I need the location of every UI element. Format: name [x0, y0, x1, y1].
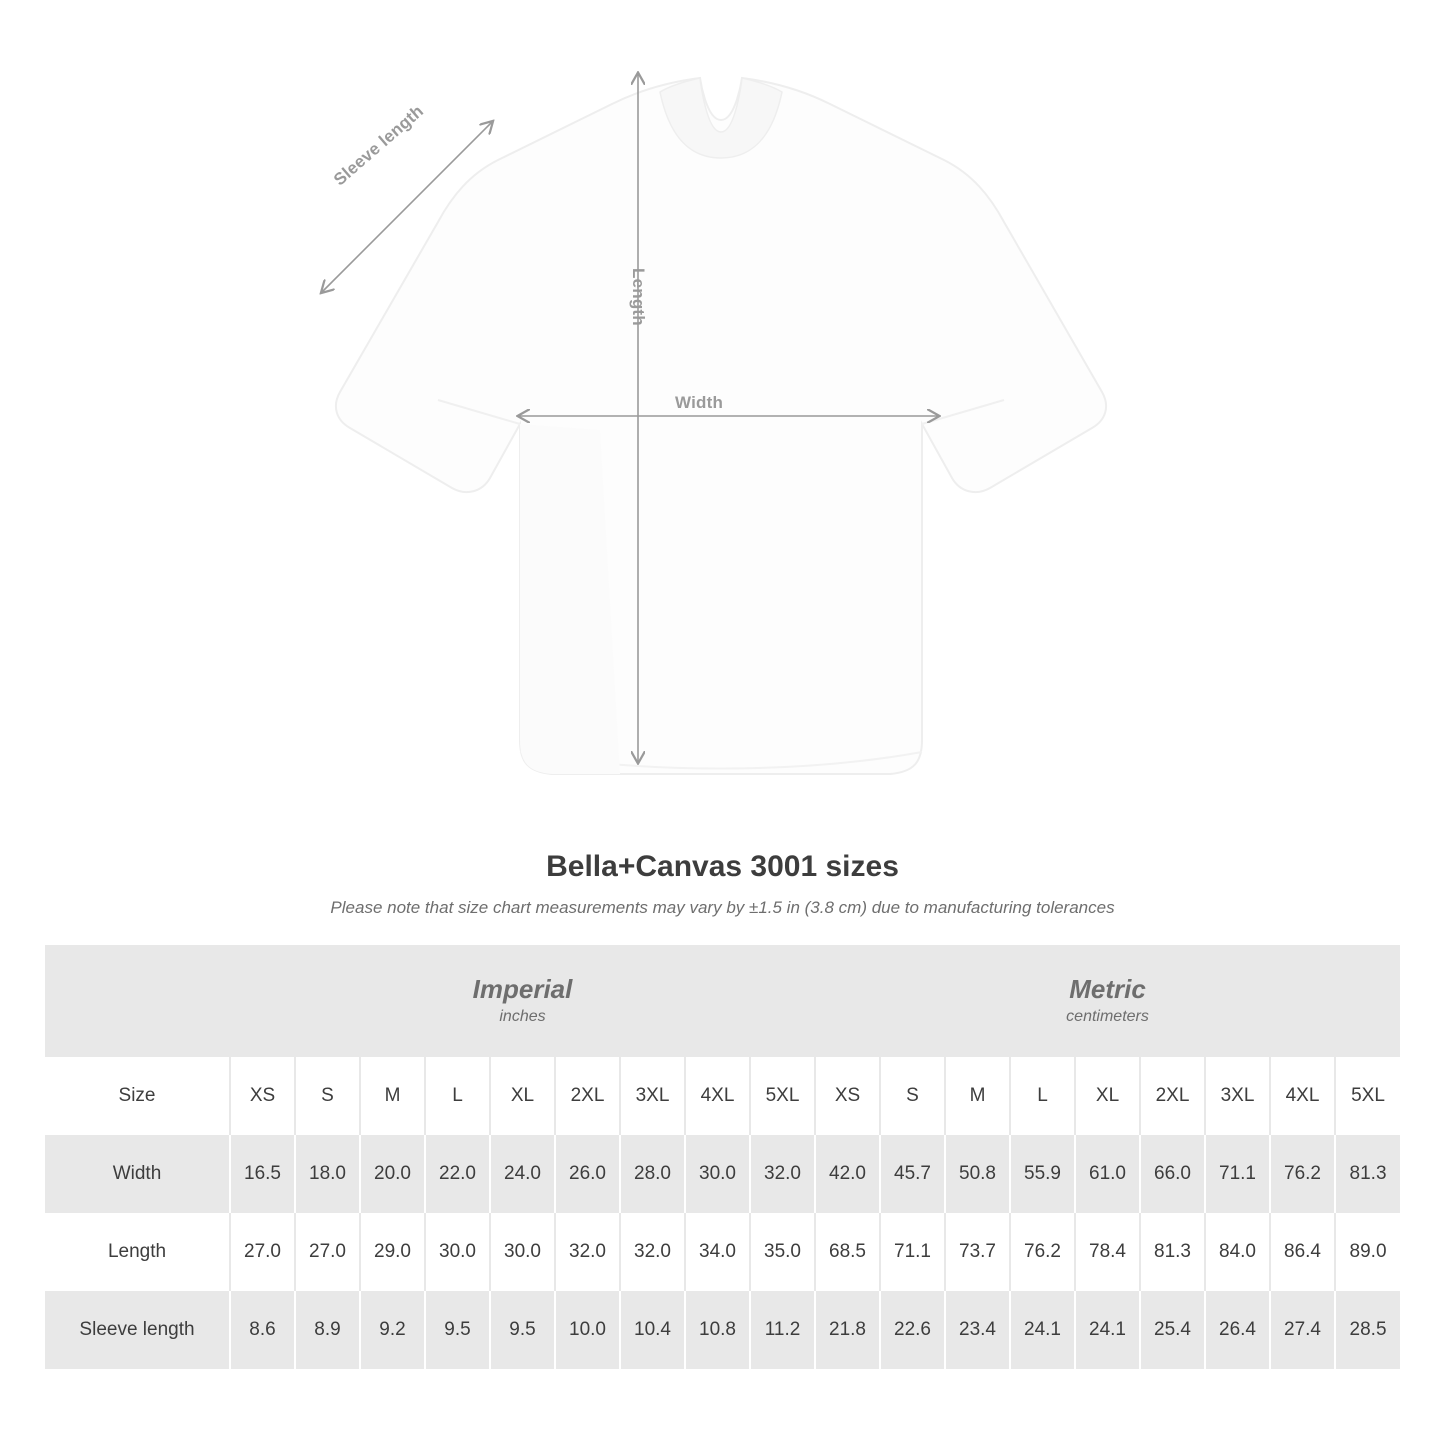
cell-sleeve-metric-4xl: 27.4 — [1270, 1291, 1335, 1369]
cell-length-metric-l: 76.2 — [1010, 1213, 1075, 1291]
size-header-metric-xl: XL — [1075, 1057, 1140, 1135]
size-header-imperial-s: S — [295, 1057, 360, 1135]
size-header-imperial-4xl: 4XL — [685, 1057, 750, 1135]
cell-sleeve-metric-l: 24.1 — [1010, 1291, 1075, 1369]
cell-sleeve-metric-s: 22.6 — [880, 1291, 945, 1369]
cell-width-imperial-3xl: 28.0 — [620, 1135, 685, 1213]
cell-length-imperial-m: 29.0 — [360, 1213, 425, 1291]
cell-width-imperial-xs: 16.5 — [230, 1135, 295, 1213]
system-unit-imperial: inches — [499, 1008, 546, 1026]
cell-length-metric-3xl: 84.0 — [1205, 1213, 1270, 1291]
cell-width-imperial-4xl: 30.0 — [685, 1135, 750, 1213]
cell-length-metric-2xl: 81.3 — [1140, 1213, 1205, 1291]
size-row-header: Size — [45, 1057, 230, 1135]
cell-length-metric-xs: 68.5 — [815, 1213, 880, 1291]
cell-length-imperial-s: 27.0 — [295, 1213, 360, 1291]
cell-sleeve-imperial-s: 8.9 — [295, 1291, 360, 1369]
row-label-sleeve-length: Sleeve length — [45, 1291, 230, 1369]
cell-length-imperial-2xl: 32.0 — [555, 1213, 620, 1291]
cell-width-imperial-xl: 24.0 — [490, 1135, 555, 1213]
cell-sleeve-imperial-5xl: 11.2 — [750, 1291, 815, 1369]
table-system-header-row — [45, 945, 1400, 1057]
system-unit-metric: centimeters — [1066, 1008, 1149, 1026]
system-header-spacer — [45, 945, 230, 1057]
size-header-metric-l: L — [1010, 1057, 1075, 1135]
cell-sleeve-metric-xs: 21.8 — [815, 1291, 880, 1369]
title-block — [0, 850, 1445, 918]
table-row — [45, 1291, 1400, 1369]
cell-sleeve-metric-xl: 24.1 — [1075, 1291, 1140, 1369]
cell-sleeve-metric-2xl: 25.4 — [1140, 1291, 1205, 1369]
cell-sleeve-imperial-4xl: 10.8 — [685, 1291, 750, 1369]
cell-width-metric-xl: 61.0 — [1075, 1135, 1140, 1213]
size-table — [45, 945, 1400, 1369]
cell-length-metric-s: 71.1 — [880, 1213, 945, 1291]
length-label: Length — [629, 268, 648, 326]
cell-length-imperial-4xl: 34.0 — [685, 1213, 750, 1291]
cell-width-imperial-2xl: 26.0 — [555, 1135, 620, 1213]
cell-sleeve-metric-3xl: 26.4 — [1205, 1291, 1270, 1369]
cell-length-imperial-3xl: 32.0 — [620, 1213, 685, 1291]
size-header-metric-s: S — [880, 1057, 945, 1135]
system-header-metric — [815, 945, 1400, 1057]
size-header-metric-m: M — [945, 1057, 1010, 1135]
cell-length-imperial-xs: 27.0 — [230, 1213, 295, 1291]
size-header-metric-2xl: 2XL — [1140, 1057, 1205, 1135]
system-header-imperial — [230, 945, 815, 1057]
table-row — [45, 1213, 1400, 1291]
width-label: Width — [675, 393, 724, 412]
cell-sleeve-imperial-xl: 9.5 — [490, 1291, 555, 1369]
size-header-metric-5xl: 5XL — [1335, 1057, 1400, 1135]
cell-width-metric-4xl: 76.2 — [1270, 1135, 1335, 1213]
cell-length-metric-5xl: 89.0 — [1335, 1213, 1400, 1291]
tolerance-note: Please note that size chart measurements may vary by ±1.5 in (3.8 cm) due to manufacturing tolerances — [330, 898, 1115, 917]
cell-length-imperial-5xl: 35.0 — [750, 1213, 815, 1291]
row-label-length: Length — [45, 1213, 230, 1291]
cell-sleeve-imperial-xs: 8.6 — [230, 1291, 295, 1369]
size-header-imperial-2xl: 2XL — [555, 1057, 620, 1135]
size-header-metric-3xl: 3XL — [1205, 1057, 1270, 1135]
table-row — [45, 1135, 1400, 1213]
tshirt-shape — [336, 78, 1106, 774]
row-label-width: Width — [45, 1135, 230, 1213]
cell-width-imperial-5xl: 32.0 — [750, 1135, 815, 1213]
size-header-metric-xs: XS — [815, 1057, 880, 1135]
cell-width-metric-xs: 42.0 — [815, 1135, 880, 1213]
table-size-header-row — [45, 1057, 1400, 1135]
cell-width-imperial-s: 18.0 — [295, 1135, 360, 1213]
cell-width-metric-l: 55.9 — [1010, 1135, 1075, 1213]
cell-sleeve-imperial-l: 9.5 — [425, 1291, 490, 1369]
cell-width-metric-s: 45.7 — [880, 1135, 945, 1213]
size-header-imperial-l: L — [425, 1057, 490, 1135]
cell-width-imperial-m: 20.0 — [360, 1135, 425, 1213]
cell-width-metric-m: 50.8 — [945, 1135, 1010, 1213]
sleeve-length-label: Sleeve length — [330, 101, 428, 190]
cell-length-metric-4xl: 86.4 — [1270, 1213, 1335, 1291]
system-name-imperial: Imperial — [472, 973, 573, 1004]
system-name-metric: Metric — [1069, 973, 1146, 1004]
page-title: Bella+Canvas 3001 sizes — [546, 850, 899, 883]
size-header-imperial-m: M — [360, 1057, 425, 1135]
cell-width-metric-5xl: 81.3 — [1335, 1135, 1400, 1213]
cell-sleeve-metric-m: 23.4 — [945, 1291, 1010, 1369]
size-table-wrapper — [45, 945, 1400, 1369]
size-header-imperial-xl: XL — [490, 1057, 555, 1135]
cell-sleeve-imperial-3xl: 10.4 — [620, 1291, 685, 1369]
cell-length-metric-xl: 78.4 — [1075, 1213, 1140, 1291]
size-header-imperial-5xl: 5XL — [750, 1057, 815, 1135]
cell-width-metric-3xl: 71.1 — [1205, 1135, 1270, 1213]
cell-sleeve-metric-5xl: 28.5 — [1335, 1291, 1400, 1369]
size-header-imperial-3xl: 3XL — [620, 1057, 685, 1135]
cell-width-metric-2xl: 66.0 — [1140, 1135, 1205, 1213]
cell-length-imperial-l: 30.0 — [425, 1213, 490, 1291]
cell-width-imperial-l: 22.0 — [425, 1135, 490, 1213]
cell-sleeve-imperial-m: 9.2 — [360, 1291, 425, 1369]
cell-length-imperial-xl: 30.0 — [490, 1213, 555, 1291]
cell-length-metric-m: 73.7 — [945, 1213, 1010, 1291]
size-header-metric-4xl: 4XL — [1270, 1057, 1335, 1135]
cell-sleeve-imperial-2xl: 10.0 — [555, 1291, 620, 1369]
size-header-imperial-xs: XS — [230, 1057, 295, 1135]
